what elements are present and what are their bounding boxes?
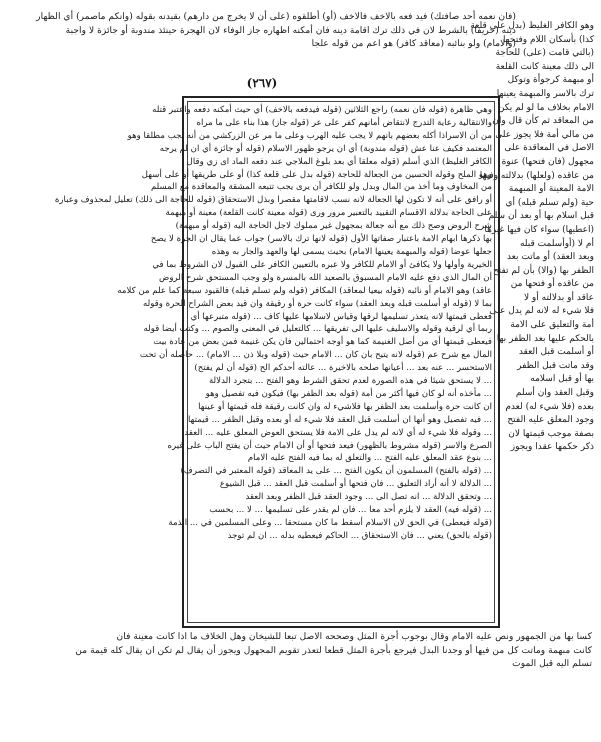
right-gloss-line: وهو الكافر الغليظ (بدل على قلعة (470, 21, 594, 31)
main-text-line: فعطى قيمتها لانه يتعذر تسليمها لرقها وقياس لاسلامها عليها كاف ... (قوله متبرعها أي (190, 311, 492, 322)
right-gloss-line: بها أو قبل اسلامه (530, 374, 594, 385)
right-gloss-line: وقد ماتت قبل الظفر (517, 360, 594, 371)
right-gloss-line: ترك بالاسر والمبهمة يعينها (496, 88, 594, 99)
right-gloss-line: ذكر حكمها عقدا ويجوز (510, 442, 594, 453)
main-text-line: ان كانت حرة وأسلمت بعد الظفر بها فلاشيء له وان كانت رقيقة فله قيمتها أو عينها (198, 401, 492, 412)
right-gloss-line: أمة والتعليق على الامة (510, 320, 594, 331)
right-gloss-line: (اعطيها) سواء كان فيها غيرها (484, 224, 594, 235)
right-gloss-line: أو أسلمت قبل العقد (518, 347, 594, 358)
bottom-gloss-line: كانت مبهمة وماتت كل من فيها أو وجدنا البدل فيرجع بأجرة المثل قطعا لتعذر تقويم المجهول ويجوز أن يقال لم تكن ان يقال كله قيمة من (75, 644, 592, 656)
right-gloss-line: قبل اسلام بها أو بعد أن سلم (488, 211, 594, 222)
main-text-line: ... وتحقق الدلالة ... انه تصل الى ... وجود العقد قبل الظفر وبعد العقد (245, 492, 492, 503)
main-text-line: ... مأخذه أنه لو كان فيها أكثر من أمة (قوله بعد الظفر بها) فيكون فيه تفصيل وهو (205, 388, 492, 399)
main-text-line: (قوله فيعطى) في الحق لان الاسلام أسقط ما كان مستحقا ... وعلى المسلمين في ... الذمة (168, 518, 492, 528)
main-text-line: الاستحسر ... عنه بعد ... أعيانها صلحه بالاخيرة ... عالته أحدكم الح (قوله أن لم يفتح) (194, 363, 492, 374)
right-gloss-line: مجهول (فان فتحها) عنوة (501, 156, 594, 167)
main-text-line: شرح الروض وصح ذلك مع أنه جعالة بمجهول غير مملوك لاجل الحاجة اليه (قوله أو مبهمة) (175, 221, 492, 232)
right-gloss-line: أو مبهمة كرجوأة وتوكل (507, 75, 594, 86)
main-text-line: ربما أي لرقية وقوله والاسليف عليها الى تفريقها ... كالتعليل في المعنى والصوم ... وكتب أيضا قوله (143, 324, 492, 335)
right-gloss-line: وقبل العقد وان أسلم (515, 388, 594, 399)
main-text-line: الصرع والاسر (قوله مشروط بالظهور) فيعد فتحها أو أن الامام حيث أن يفتح الباب على غيره (167, 440, 492, 451)
main-text-line: بها ذكرها ابهام الامة باعتبار صفاتها الأول (قوله لانها ترك بالاسر) جواب عما يقال ان الجرة لا يصح (150, 234, 492, 245)
right-gloss-line: حية (ولم تسلم قبله) أي (505, 197, 594, 208)
right-gloss-line: وجود المعلق عليه الفتح (507, 415, 594, 426)
main-text-line: من أن الاسراذا أكله بعضهم بانهم لا يجب عليه الهرب وعلى ما مر عن الزركشي من أنه يجب مطلقا وهو (127, 130, 492, 141)
page-number: (٢٦٧) (246, 76, 278, 90)
right-gloss-line: فلا شيء له لانه لم يدل على (489, 306, 594, 317)
bottom-gloss-line: كسا بها من الجمهور ونص عليه الامام وقال بوجوب أجرة المثل وصححه الاصل تبعا للشيخان وهل الخلاف ما اذا كانت معينة فان (116, 631, 592, 642)
right-gloss-line: بعده (فلا شيء له) لعدم (505, 401, 594, 412)
main-text-line: وهي ظاهرة (قوله فان نعمه) راجع الثلاثين (قوله فيدفعه بالاخف) أي حيث أمكنه دفعه واعتبر قتله (152, 105, 492, 115)
right-gloss-line: بالحكم عليها بعد الظفر بها (496, 333, 594, 344)
right-gloss-line: من مالي أمة فلا يجوز على (495, 129, 594, 140)
main-text-line: أو رافق على أنه لا تكون لها الجعالة لانه نسب لاقامتها مقصرا وبذل الاستحقاق (قوله للحاجة الى ذلك) تعليل لمحذوف وعبارة (54, 195, 492, 206)
right-gloss-line: من المعاقد ثم كأن قال وان (492, 116, 594, 127)
right-gloss-line: الاصل في المعاقدة على (504, 143, 594, 154)
main-text-line: من المخاوف وما أخذ من المال وبدل ولو للكافر أن يرى يجب تتبعه المشقة والمعاقدة مع المسلم (150, 182, 492, 193)
main-text-line: والانتقالية رعاية التدرج لانتقاض أمانهم كفر على عر (قوله جاز) هذا بناء على ما مراه (196, 117, 492, 128)
top-gloss-line: (والامام) ولو بنائبه (معاقد كافر) هو اعم من قوله علجا (311, 38, 516, 50)
right-gloss (470, 20, 594, 455)
right-gloss-line: الى ذلك معينة كانت القلعة (495, 61, 594, 72)
top-gloss-line: دينه (حريفا) بالشرط لان في ذلك ترك اقامة دينه فان أمكنه اظهاره جاز الوفاء لان الهجرة حينئذ مندوبة أو جائزة لا واجبة (65, 24, 516, 36)
right-gloss-line: (بالتي قامت (على) للحاجة (495, 48, 594, 59)
main-text-line: ... بنوع عقد المعلق عليه الفتح ... والتعلق له بما فيه الفتح عليه الامام (247, 453, 492, 464)
main-text-line: جعلها عوضا (قوله والمبهمة يعينها الامام) بحيث يسمى لها والعهد والجار به وهذه (211, 246, 492, 257)
top-gloss (36, 10, 516, 51)
right-gloss-line: الامة المعينة أو المبهمة (508, 184, 594, 195)
right-gloss-line: كذا) بأسكان اللام وفتحها (503, 34, 594, 45)
right-gloss-line: وبعد العقد) أو ماتت بعد (506, 252, 594, 263)
main-text-line: ... وقوله فلا شيء له أي لانه لم يدل على الامة فلا يستحق العوض المعلق عليه ... العقد (184, 427, 492, 438)
main-text (54, 104, 492, 543)
right-gloss-line: الظفر بها (والا) بأن لم تفتح (492, 265, 594, 276)
main-text-line: بما لا (قوله أو أسلمت قبله وبعد العقد) سواء كانت حرة أو رقيقة وان قيد بعض الشراح الحرة وقوله (143, 298, 492, 309)
top-gloss-line: (فان نعمه أحد صافتك) فيد فعه بالاخف فالاخف (أو) أطلقوه (على أن لا يخرج من دارهم) بقيدنه بقوله (وانكم ماصمر) أي الظهار (36, 11, 516, 22)
right-gloss-line: عاقد أو بدلالته أو لا (523, 292, 594, 303)
main-text-line: المعتمد فكيف عنا عش (قوله مندوبة) أي ان يرجو ظهور الاسلام (قوله أو جائزة أي ان لم يرجه (159, 143, 492, 154)
right-gloss-line: الامام بخلاف ما لو لم يكن (497, 102, 594, 113)
main-text-line: فيعطى قيمتها أي من أصل الغنيمة كما هو أوجه احتمالين فان يكن غنيمة فمن بعض من عادة بيت (153, 337, 492, 348)
right-gloss-line: من عاقده (ولعلها) بدلالته وفيها (479, 170, 594, 181)
main-text-line: عاقد) وهو الامام أو نائبه (قوله بيعيا لمعاقد) المكافر (قوله ولم تسلم قبله) فالقيود سبعة كما علم من كلامه (117, 285, 492, 296)
bottom-gloss (75, 630, 592, 671)
main-text-line: ... (قوله فيه) العقد لا يلزم أحد معا ... فان لم يقدر على تسليمها ... لا ... بحسب (209, 505, 492, 516)
main-text-line: الكافر الغليظ) الذي أسلم (قوله معلقا أي بعد بلوغ الملاجي عند دفعه الماد اى زي وقال (186, 156, 492, 167)
main-text-line: ... لا يستحق شيئا في هذه الصورة لعدم تحقق الشرط وهو الفتح ... بتجرد الدلالة (208, 376, 492, 387)
right-gloss-line: بصفة موجب قيمتها لان (508, 428, 594, 439)
main-text-line: على الحاجة بدلالة الاقسام التقييد بالتعبير مرور ورى (قوله معينة كانت القلعة) معينة أو مبهمة (165, 208, 492, 219)
main-text-line: أن المال الذي دفع عليه الامام المسبوق بالصعيد الله بالمسرة ولو وجب المستحق شرح الروض (158, 272, 492, 283)
main-text-line: (قوله بالحق) يعني ... فان الاستحقاق ... الحاكم فيعطيه بدله ... ان لم توجد (227, 530, 492, 541)
main-text-line: الخيرية وأولها ولا يكافئ أو الامام للكافر ولا عبره بالتعيين الكافر على القبول لان الشروط بما في (152, 259, 492, 270)
right-gloss-line: من عاقده أو فتحها من (510, 279, 594, 290)
main-text-line: وهو الملح وقوله الحسين من الجعالة للحاجة (قوله بدل على قلعة كذا) أو على طريقها أو على أسهل (141, 169, 492, 180)
main-text-line: ... الدلالة لا أنه أراد التعليق ... فان فتحها أو أسلمت قبل العقد ... قبل الشيوع (219, 479, 492, 490)
main-text-line: ... (قوله بالفتح) المسلمون أن يكون الفتح ... على يد المعاقد (قوله المعتبر في التصرف) (180, 466, 492, 477)
bottom-gloss-line: تسلم اليه قبل الموت (512, 658, 592, 670)
main-text-line: المال مع شرح عم (قوله لانه يتيح بان كان ... الامام حيث (قوله وبلا ذن ... الامام) ... حاصله أن تحت (139, 350, 492, 361)
right-gloss-line: أم لا (أوأسلمت قبله (519, 238, 594, 249)
main-text-line: ... فيه تفصيل وهو أنها ان أسلمت قبل العقد فلا شيء له أو بعده وقبل الظفر ... قيمتها (188, 414, 492, 425)
